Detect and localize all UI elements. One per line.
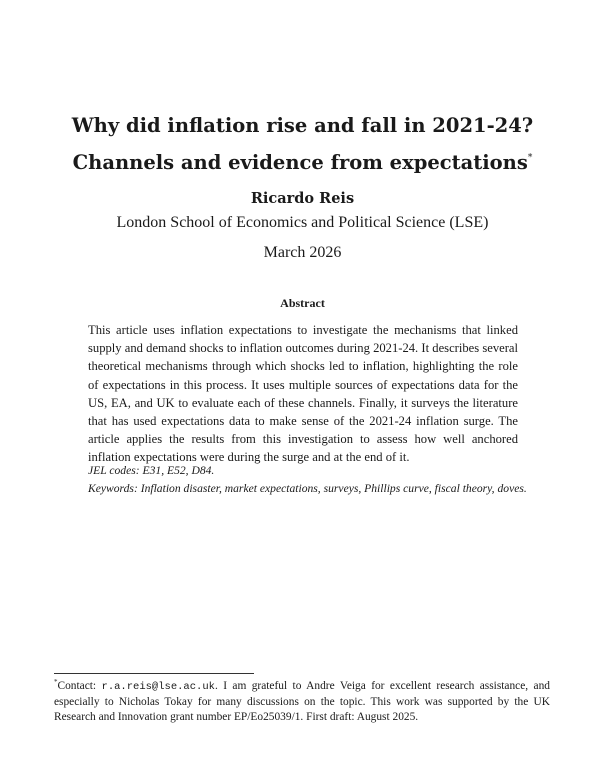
abstract-heading: Abstract <box>280 296 325 310</box>
abstract-body: This article uses inflation expectations to investigate the mechanisms that linked supply and demand shocks to inflation outcomes during 2021-24. It describes several theoretical mechanisms through which shocks led to inflation, highlighting the role of expectations in this process. It uses multiple sources of expectations data for the US, EA, and UK to evaluate each of these channels. Finally, it surveys the literature that has used expectations data to make sense of the 2021-24 inflation surge. The article applies the results from this investigation to assess how well anchored inflation expectations were during the surge and at the end of it. <box>88 323 518 465</box>
jel-codes: JEL codes: E31, E52, D84. <box>88 464 215 477</box>
author-name: Ricardo Reis <box>250 190 355 207</box>
footnote-contact-label: Contact: <box>57 680 97 692</box>
paper-title-line-2 <box>0 142 605 179</box>
footnote <box>54 675 550 724</box>
footnote-text: . I am grateful to Andre Veiga for excellent research assistance, and especially to Nicholas Tokay for many discussions on the topic. This work was supported by the UK Research and Innovation grant number EP/Eo25039/1. First draft: August 2025. <box>54 680 550 723</box>
footnote-marker: * <box>54 678 58 686</box>
keywords: Keywords: Inflation disaster, market expectations, surveys, Phillips curve, fiscal theory, doves. <box>88 482 527 495</box>
paper-title-line-2-text: Channels and evidence from expectations <box>72 151 528 174</box>
footnote-rule <box>54 673 254 674</box>
paper-title-line-1: Why did inflation rise and fall in 2021-24? <box>71 114 534 137</box>
paper-date: March 2026 <box>263 244 342 261</box>
footnote-email-link[interactable]: r.a.reis@lse.ac.uk <box>101 681 215 693</box>
paper-title <box>0 109 605 179</box>
title-footnote-marker[interactable]: * <box>527 153 533 163</box>
author-affiliation: London School of Economics and Political Science (LSE) <box>116 214 489 231</box>
